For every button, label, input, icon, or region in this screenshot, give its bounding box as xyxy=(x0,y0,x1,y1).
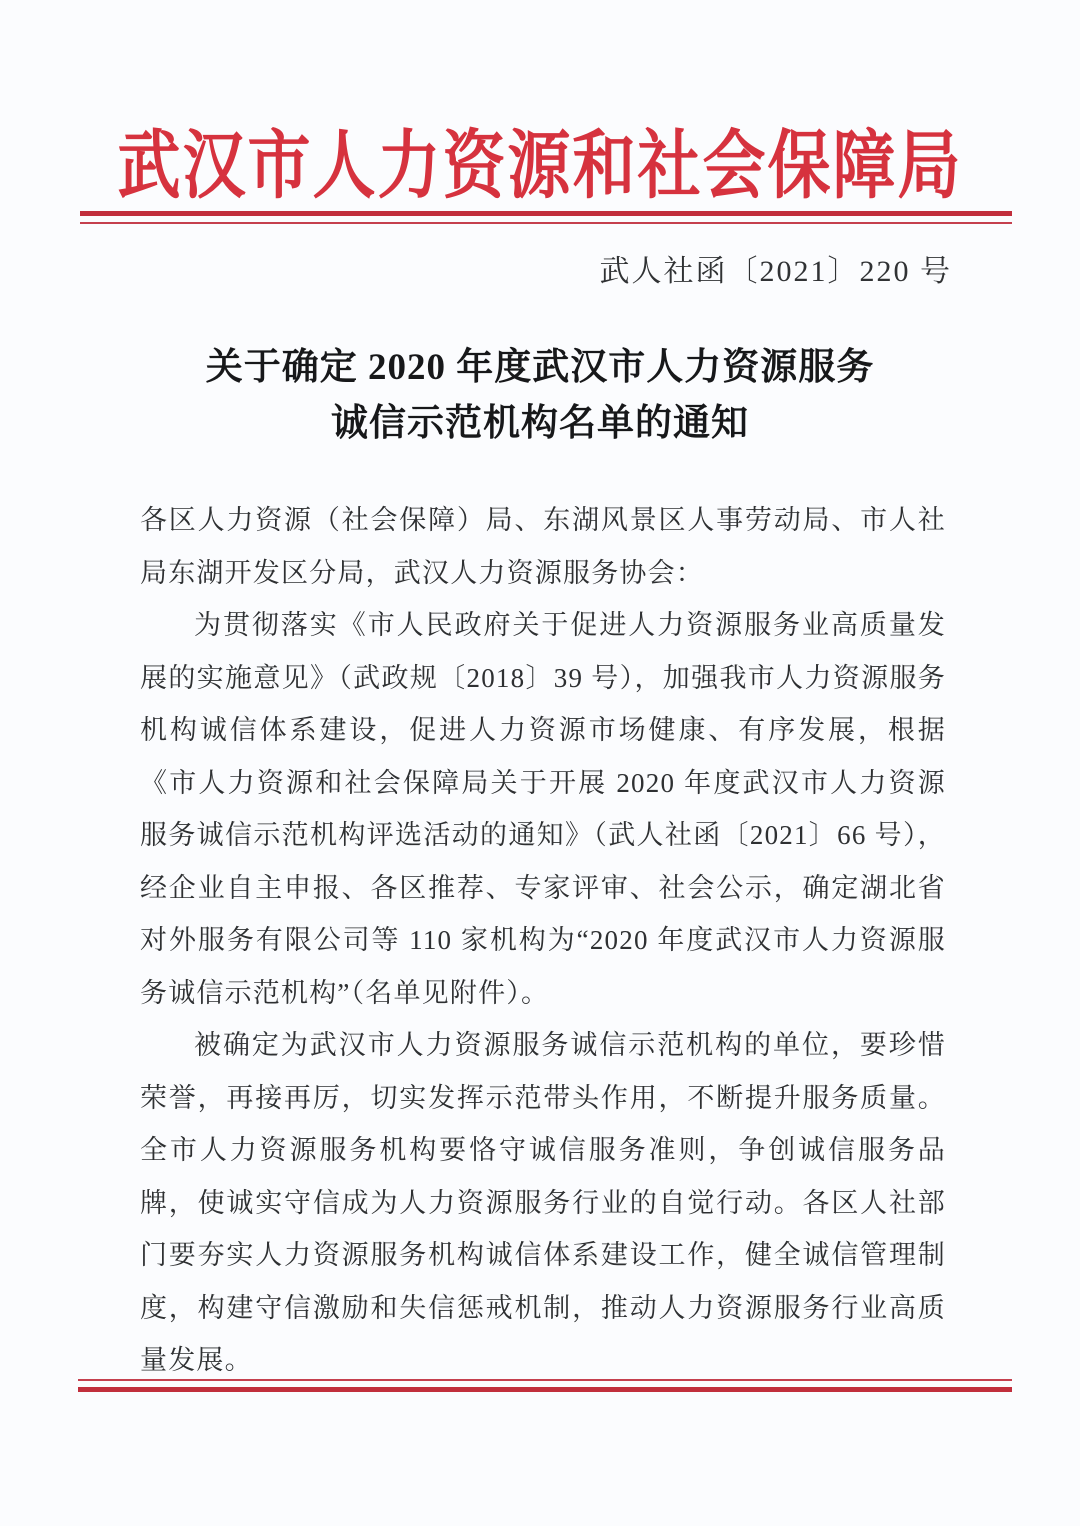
body-salutation: 各区人力资源（社会保障）局、东湖风景区人事劳动局、市人社局东湖开发区分局，武汉人力资源服务协会： xyxy=(140,505,946,588)
letterhead-title: 武汉市人力资源和社会保障局 xyxy=(117,124,963,208)
document-body xyxy=(140,494,946,1387)
footer-rule-thin xyxy=(78,1379,1012,1381)
footer-rule-thick xyxy=(78,1387,1012,1392)
footer-double-rule xyxy=(78,1379,1012,1392)
header-rule-thick xyxy=(80,211,1012,216)
document-title-line2: 诚信示范机构名单的通知 xyxy=(331,403,749,444)
header-double-rule xyxy=(80,211,1012,224)
document-title-line1: 关于确定 2020 年度武汉市人力资源服务 xyxy=(205,347,875,388)
header-rule-thin xyxy=(80,222,1012,224)
document-title xyxy=(0,340,1080,452)
body-paragraph-2: 被确定为武汉市人力资源服务诚信示范机构的单位，要珍惜荣誉，再接再厉，切实发挥示范带头作用，不断提升服务质量。全市人力资源服务机构要恪守诚信服务准则，争创诚信服务品牌，使诚实守信成为人力资源服务行业的自觉行动。各区人社部门要夯实人力资源服务机构诚信体系建设工作，健全诚信管理制度，构建守信激励和失信惩戒机制，推动人力资源服务行业高质量发展。 xyxy=(140,1030,946,1375)
document-number: 武人社函〔2021〕220 号 xyxy=(599,255,952,288)
body-paragraph-1: 为贯彻落实《市人民政府关于促进人力资源服务业高质量发展的实施意见》（武政规〔2018〕39 号），加强我市人力资源服务机构诚信体系建设，促进人力资源市场健康、有序发展，根据《市人力资源和社会保障局关于开展 2020 年度武汉市人力资源服务诚信示范机构评选活动的通知》（武人社函〔2021〕66 号），经企业自主申报、各区推荐、专家评审、社会公示，确定湖北省对外服务有限公司等 110 家机构为“2020 年度武汉市人力资源服务诚信示范机构”（名单见附件）。 xyxy=(140,610,946,1008)
